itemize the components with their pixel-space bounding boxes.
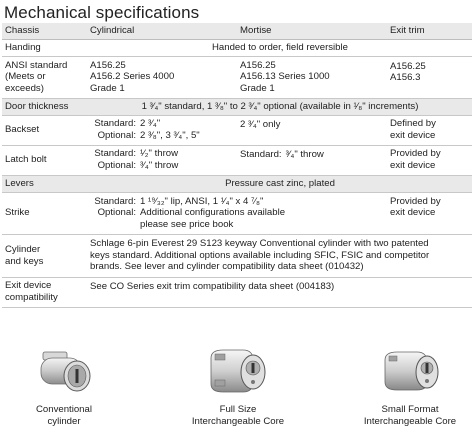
row-label: Strike: [2, 192, 88, 234]
row-strike: [2, 192, 472, 234]
row-label: Exit device compatibility: [2, 277, 88, 307]
row-label: Door thickness: [2, 98, 88, 115]
caption: Full Size Interchangeable Core: [191, 404, 285, 427]
caption: Small Format Interchangeable Core: [363, 404, 457, 427]
row-label: Backset: [2, 115, 88, 145]
exit-compat-value: See CO Series exit trim compatibility data sheet (004183): [88, 277, 472, 307]
levers-value: Pressure cast zinc, plated: [88, 175, 472, 192]
backset-mortise: 2 ³⁄₄" only: [238, 115, 388, 145]
backset-cylindrical: Standard: 2 ³⁄₄" Optional: 2 ³⁄₈", 3 ³⁄₄", 5": [88, 115, 238, 145]
row-backset: [2, 115, 472, 145]
row-label: ANSI standard (Meets or exceeds): [2, 56, 88, 98]
row-handing: [2, 39, 472, 56]
header-exit-trim: Exit trim: [388, 23, 472, 39]
cylinder-keys-value: Schlage 6-pin Everest 29 S123 keyway Conventional cylinder with two patented keys standard. Additional options available including SFIC, FSIC and competitor brands. See lever and cylinder compatibility data sheet (010432): [88, 234, 472, 277]
handing-value: Handed to order, field reversible: [88, 39, 472, 56]
ansi-mortise: A156.25 A156.13 Series 1000 Grade 1: [238, 56, 388, 98]
row-door-thickness: [2, 98, 472, 115]
row-label: Handing: [2, 39, 88, 56]
row-cylinder-keys: [2, 234, 472, 277]
header-mortise: Mortise: [238, 23, 388, 39]
figure-full-size-ic: [178, 344, 298, 427]
strike-exit: Provided by exit device: [388, 192, 472, 234]
latch-cylindrical: Standard: ¹⁄₂" throw Optional: ³⁄₄" throw: [88, 145, 238, 175]
caption: Conventional cylinder: [35, 404, 92, 427]
latch-mortise: Standard: ³⁄₄" throw: [238, 145, 388, 175]
row-exit-compatibility: [2, 277, 472, 307]
header-cylindrical: Cylindrical: [88, 23, 238, 39]
strike-value: Standard: 1 ¹⁹⁄₃₂" lip, ANSI, 1 ¹⁄₄" x 4 ⁷⁄₈" Optional: Additional configurations available please see price book: [88, 192, 388, 234]
full-size-core-icon: [193, 344, 283, 402]
page-title: Mechanical specifications: [4, 3, 200, 22]
latch-exit: Provided by exit device: [388, 145, 472, 175]
row-latch-bolt: [2, 145, 472, 175]
row-label: Levers: [2, 175, 88, 192]
ansi-cylindrical: A156.25 A156.2 Series 4000 Grade 1: [88, 56, 238, 98]
row-label: Latch bolt: [2, 145, 88, 175]
figure-conventional-cylinder: [4, 344, 124, 427]
row-ansi: [2, 56, 472, 98]
conventional-cylinder-icon: [19, 344, 109, 402]
cylinder-figures: [0, 344, 474, 440]
backset-exit: Defined by exit device: [388, 115, 472, 145]
table-header-row: [2, 23, 472, 39]
spec-table: [2, 23, 472, 308]
row-levers: [2, 175, 472, 192]
door-thickness-value: 1 ³⁄₄" standard, 1 ³⁄₈" to 2 ³⁄₄" optional (available in ¹⁄₈" increments): [88, 98, 472, 115]
figure-small-format-ic: [350, 344, 470, 427]
ansi-exit: A156.25 A156.3: [388, 56, 472, 98]
small-format-core-icon: [365, 344, 455, 402]
row-label: Cylinder and keys: [2, 234, 88, 277]
header-chassis: Chassis: [2, 23, 88, 39]
